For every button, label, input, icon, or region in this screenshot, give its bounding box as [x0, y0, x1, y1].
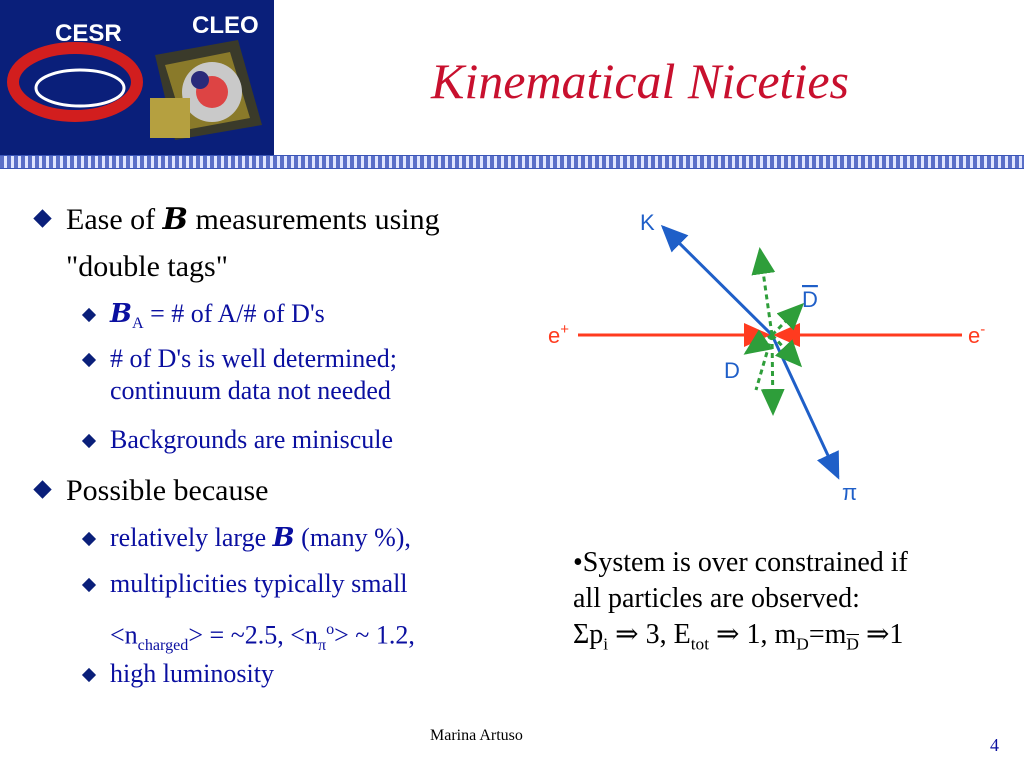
bullet-possible-because: Possible because [66, 474, 269, 507]
dashed-track-down [772, 335, 773, 413]
d-label: D [724, 358, 740, 383]
pi-label: π [842, 480, 858, 505]
cesr-cleo-logo [0, 0, 274, 157]
dashed-track-right [772, 335, 800, 365]
k-label: K [640, 210, 655, 235]
sub-bullet-backgrounds: Backgrounds are miniscule [110, 425, 394, 454]
sub-bullet-multiplicities: multiplicities typically small [110, 569, 408, 598]
sub-bullet-diamond-icon [82, 353, 96, 367]
sub-bullet-diamond-icon [82, 532, 96, 546]
multiplicity-values: $<n_{charged}>$ = ~2.5, $<n_\pi^o>$ ~ 1.2, [110, 620, 415, 654]
title-divider [0, 155, 1024, 169]
bullet-ease-line2: "double tags" [66, 250, 228, 283]
sub-bullet-ba-definition: $B_A$ = # of A/# of D's [110, 299, 325, 333]
sub-bullet-diamond-icon [82, 668, 96, 682]
bullet-ease-of-measurement: Ease of B measurements using [66, 202, 440, 237]
bullet-diamond-icon [33, 480, 51, 498]
e-plus-label: e+ [548, 321, 570, 348]
sub-bullet-luminosity: high luminosity [110, 659, 274, 688]
sub-bullet-diamond-icon [82, 308, 96, 322]
slide-title: Kinematical Niceties [431, 53, 849, 109]
constraint-note: •System is over constrained if all particles are observed: $\Sigma p_i$ ⇒ 3, $E_{tot}$ ⇒ 1, $m_D=m_{\overline{D}}$ ⇒1 [573, 547, 908, 654]
bullet-diamond-icon [33, 209, 51, 227]
footer-author: Marina Artuso [430, 727, 523, 744]
dbar-label: D [802, 287, 818, 312]
sub-bullet-ds-determined: # of D's is well determined; continuum data not needed [110, 344, 398, 405]
decay-diagram [530, 195, 1020, 515]
dashed-track-up [760, 250, 772, 335]
cesr-label: CESR [55, 20, 122, 47]
cleo-label: CLEO [192, 12, 259, 39]
sub-bullet-diamond-icon [82, 434, 96, 448]
k-track [663, 227, 772, 335]
page-number: 4 [990, 735, 999, 755]
e-minus-label: e- [968, 321, 986, 348]
script-b-symbol: B [162, 202, 188, 237]
sub-bullet-diamond-icon [82, 578, 96, 592]
dbar-track [772, 305, 802, 335]
sub-bullet-large-b: relatively large B (many %), [110, 523, 411, 553]
dashed-track-lower [756, 335, 772, 390]
pi-track [772, 335, 838, 477]
